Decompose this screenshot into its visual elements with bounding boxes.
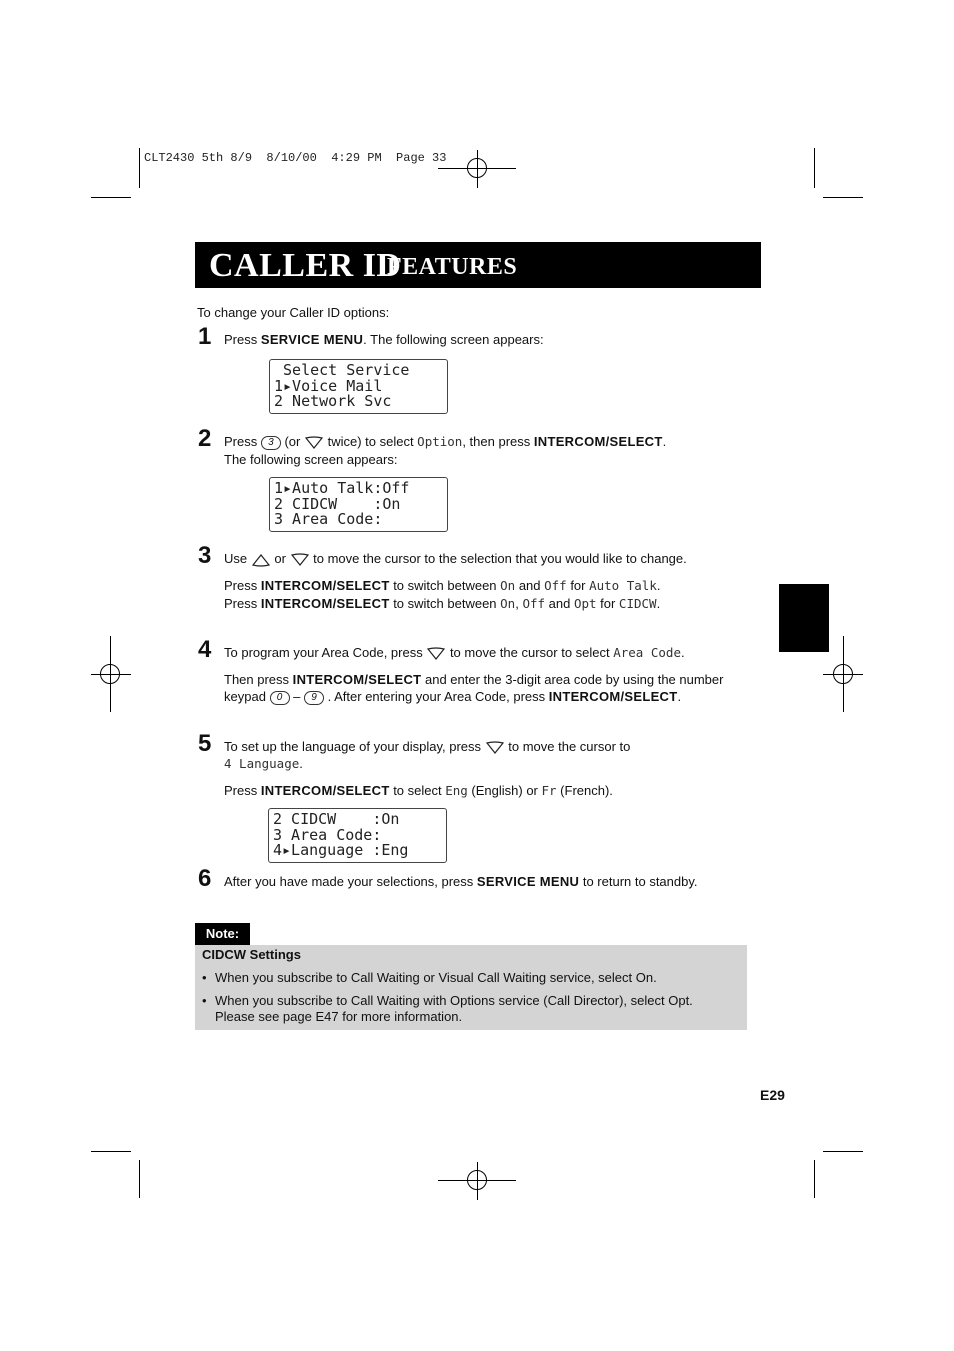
up-arrow-icon <box>251 553 271 567</box>
intercom-select-key: INTERCOM/SELECT <box>260 783 390 798</box>
note-bullet-text: When you subscribe to Call Waiting with Options service (Call Director), select Opt. <box>215 993 693 1008</box>
note-bullet-text: When you subscribe to Call Waiting or Visual Call Waiting service, select On. <box>215 970 657 985</box>
service-menu-key: SERVICE MENU <box>260 332 364 347</box>
lcd-screen-1 <box>269 359 448 414</box>
key-9-icon: 9 <box>304 691 324 705</box>
step-6-text: After you have made your selections, press SERVICE MENU to return to standby. <box>224 874 698 889</box>
lcd-screen-2 <box>269 477 448 532</box>
down-arrow-icon <box>304 436 324 450</box>
page-number: E29 <box>760 1087 785 1103</box>
step-number: 6 <box>198 865 212 892</box>
step-2-line2: The following screen appears: <box>224 452 398 467</box>
lcd-line: 2 CIDCW :On <box>273 810 400 828</box>
page-title: CALLER ID <box>209 247 402 284</box>
intercom-select-key: INTERCOM/SELECT <box>292 672 422 687</box>
lcd-line: 4▸Language :Eng <box>273 841 409 859</box>
step-4-para3: keypad 0 – 9 . After entering your Area Code, press INTERCOM/SELECT. <box>224 689 682 704</box>
step-number: 4 <box>198 636 212 663</box>
lcd-screen-3 <box>268 808 447 863</box>
lcd-line: 2 CIDCW :On <box>274 495 401 513</box>
lcd-line: 1▸Voice Mail <box>274 377 383 395</box>
title-bar <box>195 242 761 288</box>
registration-circle-icon <box>467 1170 487 1190</box>
intercom-select-key: INTERCOM/SELECT <box>533 434 663 449</box>
intercom-select-key: INTERCOM/SELECT <box>260 578 390 593</box>
note-bullet-icon: • <box>202 993 207 1008</box>
step-5-para2: Press INTERCOM/SELECT to select Eng (English) or Fr (French). <box>224 783 613 798</box>
step-number: 3 <box>198 542 212 569</box>
note-box <box>195 945 747 1030</box>
step-number: 1 <box>198 323 212 350</box>
note-heading: CIDCW Settings <box>202 947 301 962</box>
step-3-text: Use or to move the cursor to the selection that you would like to change. <box>224 551 687 566</box>
step-4-para2: Then press INTERCOM/SELECT and enter the 3-digit area code by using the number <box>224 672 724 687</box>
lcd-line: 1▸Auto Talk:Off <box>274 479 410 497</box>
step-number: 2 <box>198 425 212 452</box>
section-tab <box>779 584 829 652</box>
registration-circle-icon <box>833 664 853 684</box>
intro-text: To change your Caller ID options: <box>197 305 390 320</box>
key-0-icon: 0 <box>270 691 290 705</box>
crop-mark <box>91 197 131 198</box>
crop-mark <box>823 1151 863 1152</box>
step-5-line2: 4 Language. <box>224 756 303 771</box>
lcd-line: Select Service <box>274 361 410 379</box>
note-bullet-icon: • <box>202 970 207 985</box>
service-menu-key: SERVICE MENU <box>476 874 580 889</box>
intercom-select-key: INTERCOM/SELECT <box>548 689 678 704</box>
step-2-text: Press 3 (or twice) to select Option, then press INTERCOM/SELECT. <box>224 434 667 449</box>
step-1-text: Press SERVICE MENU. The following screen appears: <box>224 332 544 347</box>
intercom-select-key: INTERCOM/SELECT <box>260 596 390 611</box>
crop-mark <box>814 148 815 188</box>
down-arrow-icon <box>426 647 446 661</box>
step-4-text: To program your Area Code, press to move the cursor to select Area Code. <box>224 645 685 660</box>
crop-mark <box>91 1151 131 1152</box>
crop-mark <box>814 1160 815 1198</box>
crop-mark <box>823 197 863 198</box>
lcd-line: 3 Area Code: <box>273 826 382 844</box>
step-3-para3: Press INTERCOM/SELECT to switch between On, Off and Opt for CIDCW. <box>224 596 661 611</box>
crop-mark <box>139 148 140 188</box>
crop-mark <box>139 1160 140 1198</box>
down-arrow-icon <box>485 741 505 755</box>
step-number: 5 <box>198 730 212 757</box>
lcd-line: 3 Area Code: <box>274 510 383 528</box>
down-arrow-icon <box>290 553 310 567</box>
note-label: Note: <box>195 923 250 945</box>
lcd-line: 2 Network Svc <box>274 392 392 410</box>
step-5-text: To set up the language of your display, press to move the cursor to <box>224 739 631 754</box>
registration-circle-icon <box>467 158 487 178</box>
note-bullet-text: Please see page E47 for more information. <box>215 1009 463 1024</box>
registration-circle-icon <box>100 664 120 684</box>
print-header: CLT2430 5th 8/9 8/10/00 4:29 PM Page 33 <box>144 151 447 165</box>
key-3-icon: 3 <box>261 436 281 450</box>
step-3-para2: Press INTERCOM/SELECT to switch between On and Off for Auto Talk. <box>224 578 661 593</box>
page-subtitle: FEATURES <box>387 254 518 280</box>
